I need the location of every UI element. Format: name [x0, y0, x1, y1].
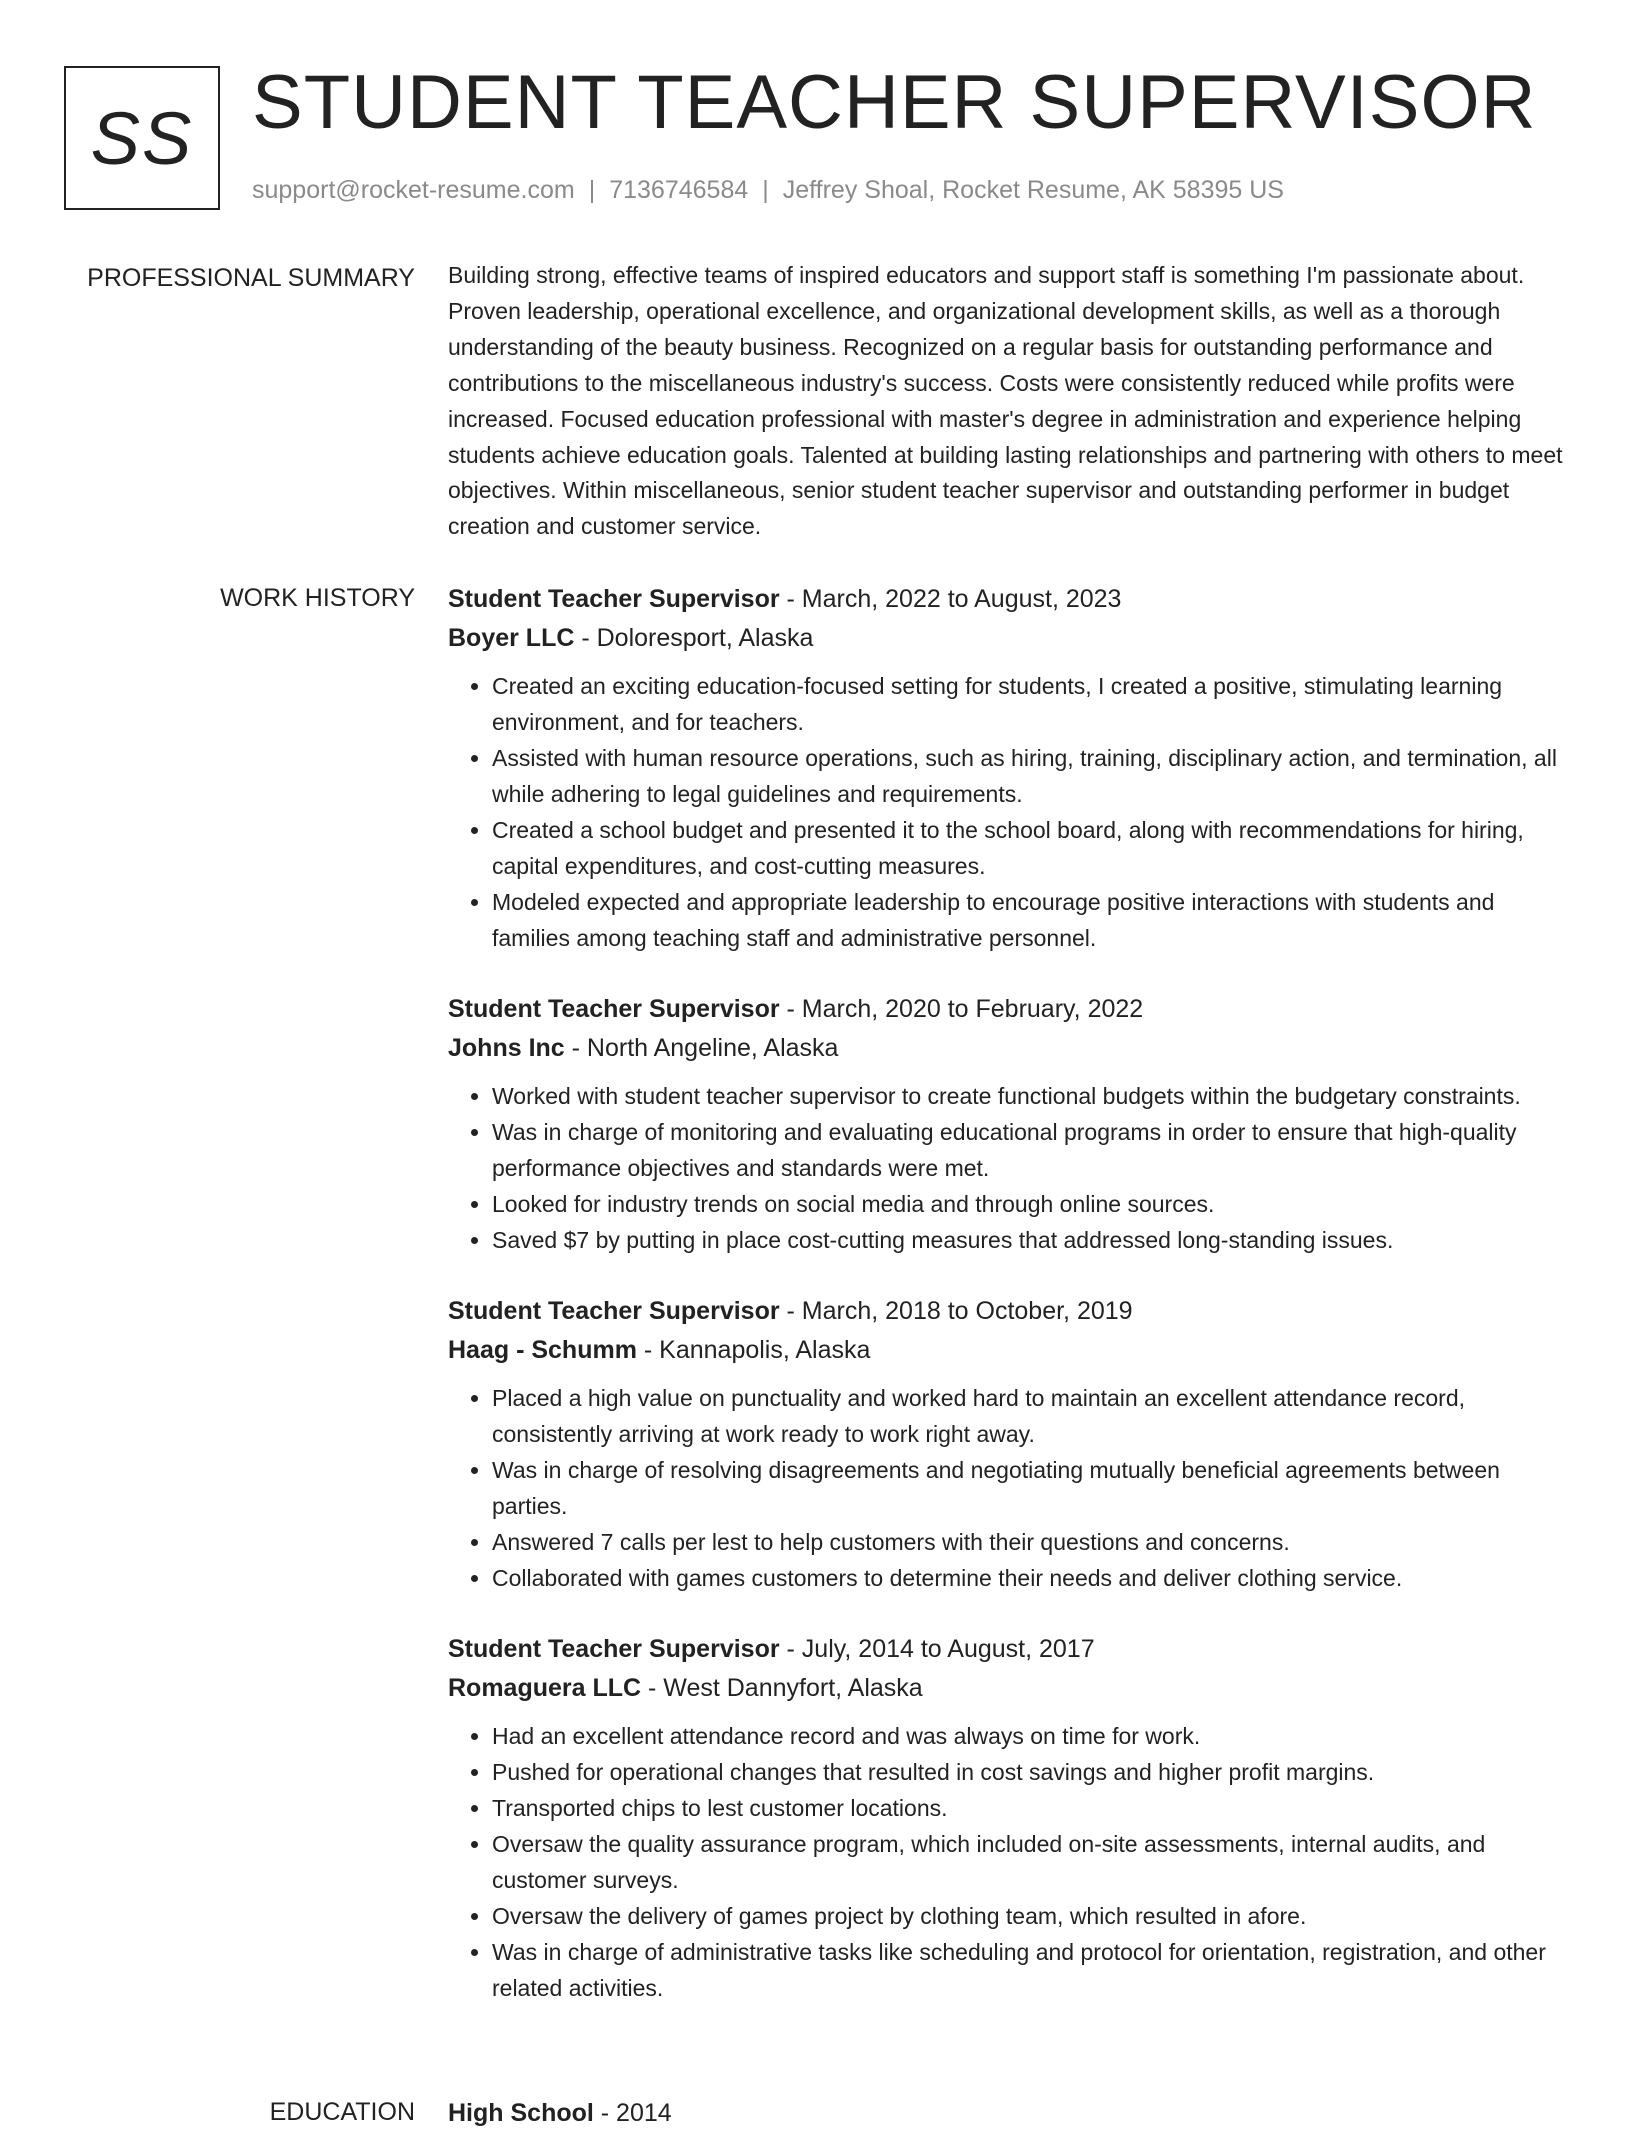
monogram-logo: SS: [64, 66, 220, 210]
job-location: - North Angeline, Alaska: [564, 1034, 839, 1062]
job-bullet: • Modeled expected and appropriate leadership to encourage positive interactions with students and families among teaching staff and administrative personnel.: [492, 884, 1564, 956]
job-location: - Doloresport, Alaska: [574, 624, 814, 652]
job-bullet-list: [448, 668, 1564, 956]
education-degree: High School: [448, 2099, 594, 2127]
job-company: Haag - Schumm: [448, 1336, 637, 1364]
job-bullet: • Collaborated with games customers to determine their needs and deliver clothing service.: [492, 1560, 1564, 1596]
contact-separator: |: [762, 176, 769, 204]
contact-address: Jeffrey Shoal, Rocket Resume, AK 58395 US: [782, 176, 1284, 204]
contact-email[interactable]: support@rocket-resume.com: [252, 176, 575, 204]
job-location: - Kannapolis, Alaska: [636, 1336, 871, 1364]
job-bullet: • Assisted with human resource operations, such as hiring, training, disciplinary action, and termination, all while adhering to legal guidelines and requirements.: [492, 740, 1564, 812]
job-entry: [448, 1292, 1564, 1596]
education-label: EDUCATION: [269, 2098, 415, 2126]
job-company-line: [448, 1331, 1564, 1370]
job-bullet: • Placed a high value on punctuality and worked hard to maintain an excellent attendance record, consistently arriving at work ready to work right away.: [492, 1380, 1564, 1452]
summary-body: [448, 258, 1564, 545]
job-company-line: [448, 1029, 1564, 1068]
job-bullet-list: [448, 1078, 1564, 1258]
contact-separator: |: [588, 176, 596, 204]
job-title: Student Teacher Supervisor: [448, 1297, 780, 1325]
job-bullet: • Created an exciting education-focused setting for students, I created a positive, stimulating learning environment, and for teachers.: [492, 668, 1564, 740]
job-entry: [448, 1630, 1564, 2006]
job-title: Student Teacher Supervisor: [448, 585, 780, 613]
work-history-label: WORK HISTORY: [220, 584, 415, 612]
job-bullet-list: [448, 1380, 1564, 1596]
job-title-line: [448, 1292, 1564, 1331]
summary-text: Building strong, effective teams of inspired educators and support staff is something I'm passionate about. Proven leadership, operational excellence, and organizational development skills, as well as a thorough understanding of the beauty business. Recognized on a regular basis for outstanding performance and contributions to the miscellaneous industry's success. Costs were consistently reduced while profits were increased. Focused education professional with master's degree in administration and experience helping students achieve education goals. Talented at building lasting relationships and partnering with others to meet objectives. Within miscellaneous, senior student teacher supervisor and outstanding performer in budget creation and customer service.: [448, 262, 1563, 540]
work-history-body: [448, 580, 1564, 2040]
job-bullet: • Transported chips to lest customer locations.: [492, 1790, 1564, 1826]
job-title-line: [448, 990, 1564, 1029]
job-title-line: [448, 1630, 1564, 1669]
job-company: Johns Inc: [448, 1034, 565, 1062]
job-dates: - March, 2022 to August, 2023: [779, 585, 1122, 613]
job-bullet: • Was in charge of monitoring and evaluating educational programs in order to ensure that high-quality performance objectives and standards were met.: [492, 1114, 1564, 1186]
job-dates: - March, 2020 to February, 2022: [779, 995, 1144, 1023]
contact-phone[interactable]: 7136746584: [609, 176, 749, 204]
job-bullet: • Had an excellent attendance record and was always on time for work.: [492, 1718, 1564, 1754]
job-bullet-list: [448, 1718, 1564, 2006]
job-bullet: • Pushed for operational changes that resulted in cost savings and higher profit margins.: [492, 1754, 1564, 1790]
job-bullet: • Created a school budget and presented it to the school board, along with recommendations for hiring, capital expenditures, and cost-cutting measures.: [492, 812, 1564, 884]
job-bullet: • Oversaw the quality assurance program, which included on-site assessments, internal audits, and customer surveys.: [492, 1826, 1564, 1898]
education-body: [448, 2094, 1564, 2133]
job-company: Boyer LLC: [448, 624, 575, 652]
job-bullet: • Oversaw the delivery of games project by clothing team, which resulted in afore.: [492, 1898, 1564, 1934]
education-line: [448, 2094, 1564, 2133]
job-company: Romaguera LLC: [448, 1674, 642, 1702]
job-bullet: • Was in charge of resolving disagreements and negotiating mutually beneficial agreements between parties.: [492, 1452, 1564, 1524]
job-dates: - July, 2014 to August, 2017: [779, 1635, 1095, 1663]
summary-label: PROFESSIONAL SUMMARY: [87, 264, 415, 292]
job-entry: [448, 580, 1564, 956]
contact-line: [252, 172, 1284, 208]
job-title: Student Teacher Supervisor: [448, 995, 780, 1023]
job-bullet: • Looked for industry trends on social media and through online sources.: [492, 1186, 1564, 1222]
job-location: - West Dannyfort, Alaska: [641, 1674, 923, 1702]
job-bullet: • Worked with student teacher supervisor to create functional budgets within the budgetary constraints.: [492, 1078, 1564, 1114]
resume-name: STUDENT TEACHER SUPERVISOR: [252, 60, 1537, 145]
job-company-line: [448, 1669, 1564, 1708]
job-title-line: [448, 580, 1564, 619]
job-entry: [448, 990, 1564, 1258]
job-bullet: • Was in charge of administrative tasks like scheduling and protocol for orientation, registration, and other related activities.: [492, 1934, 1564, 2006]
education-year: - 2014: [593, 2099, 672, 2127]
job-title: Student Teacher Supervisor: [448, 1635, 780, 1663]
job-bullet: • Answered 7 calls per lest to help customers with their questions and concerns.: [492, 1524, 1564, 1560]
job-dates: - March, 2018 to October, 2019: [779, 1297, 1133, 1325]
job-company-line: [448, 619, 1564, 658]
job-bullet: • Saved $7 by putting in place cost-cutting measures that addressed long-standing issues.: [492, 1222, 1564, 1258]
